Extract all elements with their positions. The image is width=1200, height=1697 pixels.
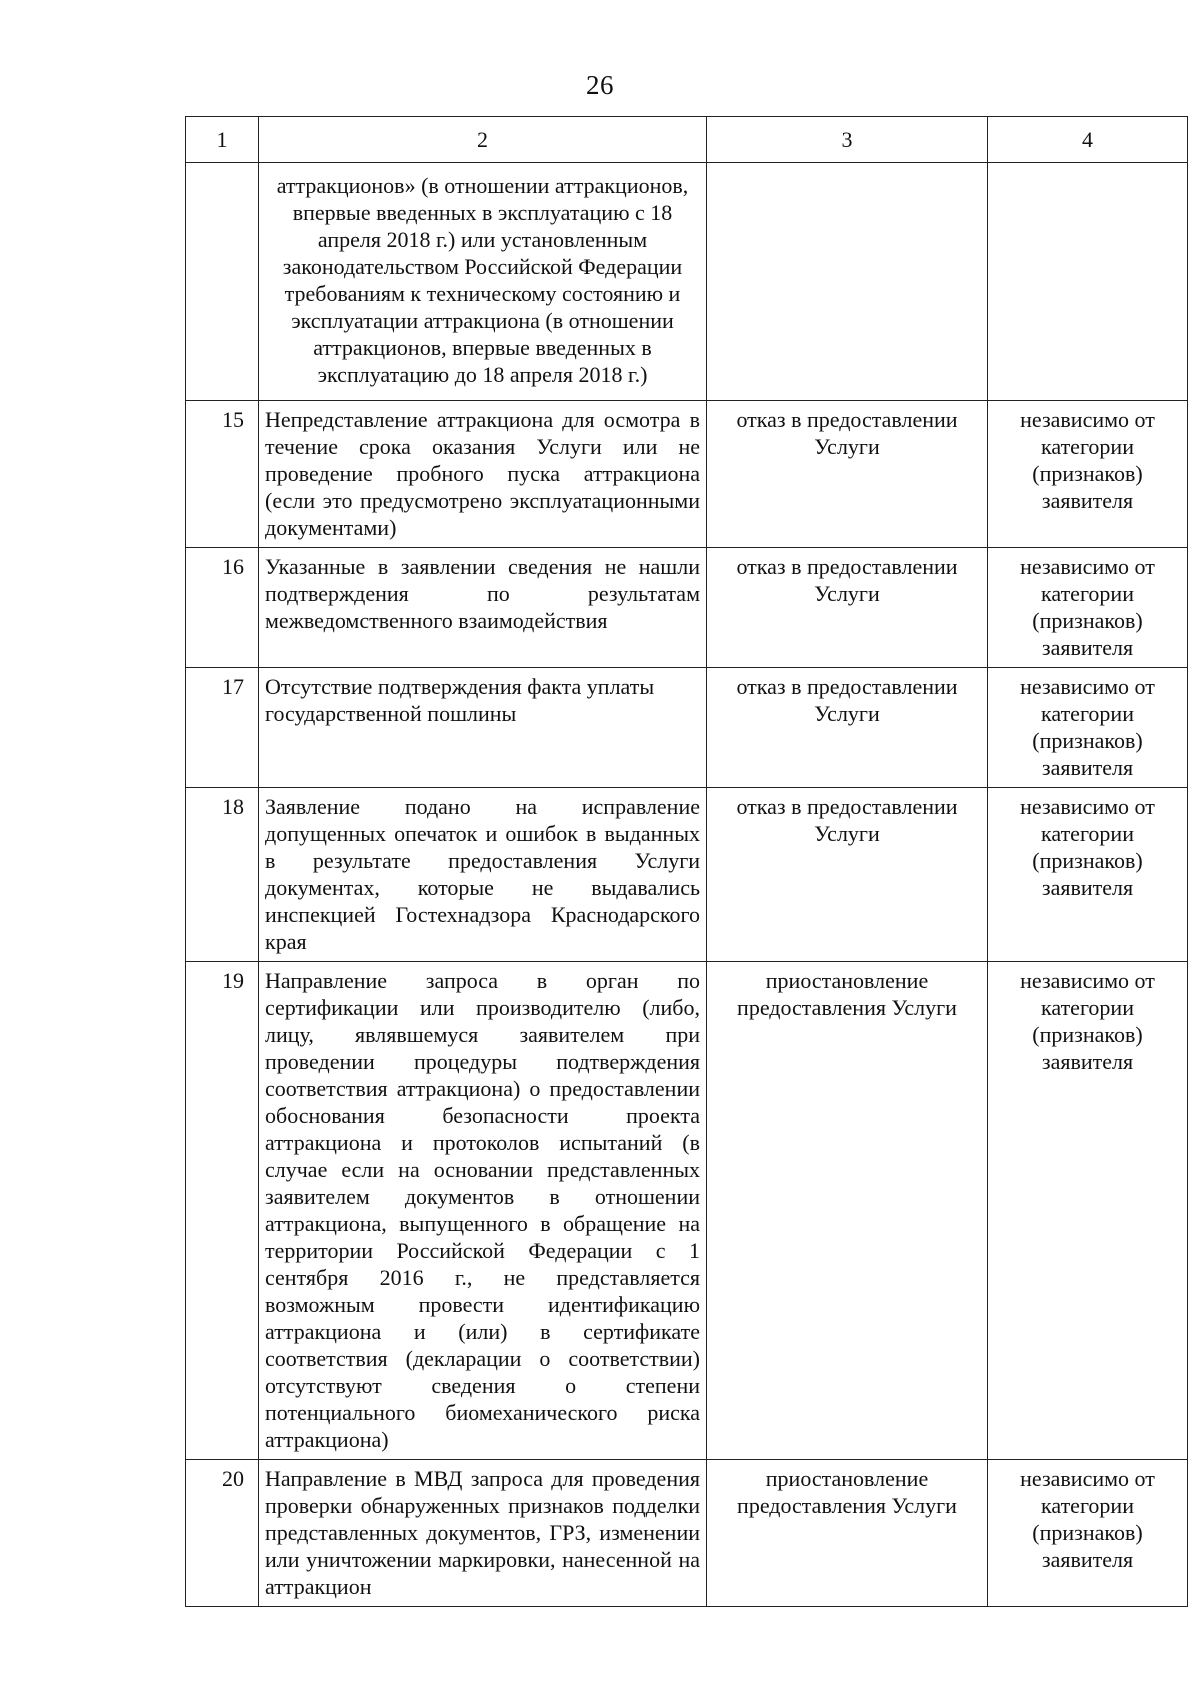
table-row [186,401,1188,548]
ground-text-cell: Непредставление аттракциона для осмотра в течение срока оказания Услуги или не проведение пробного пуска аттракциона (если это предусмотрено эксплуатационными документами) [259,401,707,548]
row-number-cell: 15 [186,401,259,548]
row-number-cell: 18 [186,788,259,962]
ground-text-cell: Направление запроса в орган по сертификации или производителю (либо, лицу, являвшемуся заявителем при проведении процедуры подтверждения соответствия аттракциона) о предоставлении обоснования безопасности проекта аттракциона и протоколов испытаний (в случае если на основании представленных заявителем документов в отношении аттракциона, выпущенного в обращение на территории Российской Федерации с 1 сентября 2016 г., не представляется возможным провести идентификацию аттракциона и (или) в сертификате соответствия (декларации о соответствии) отсутствуют сведения о степени потенциального биомеханического риска аттракциона) [259,962,707,1460]
applicability-cell: независимо от категории (признаков) заявителя [988,401,1188,548]
row-number-cell: 17 [186,668,259,788]
grounds-table [185,116,1188,1607]
page-number: 26 [586,70,614,100]
applicability-cell [988,163,1188,401]
row-number-cell: 20 [186,1460,259,1607]
applicability-cell: независимо от категории (признаков) заявителя [988,668,1188,788]
row-number-cell: 16 [186,548,259,668]
column-header-2: 2 [259,117,707,163]
action-cell: отказ в предоставлении Услуги [707,548,988,668]
action-cell: отказ в предоставлении Услуги [707,668,988,788]
row-number-cell: 19 [186,962,259,1460]
table-row [186,788,1188,962]
applicability-cell: независимо от категории (признаков) заявителя [988,788,1188,962]
column-header-3: 3 [707,117,988,163]
ground-text-cell: аттракционов» (в отношении аттракционов, впервые введенных в эксплуатацию с 18 апреля 2018 г.) или установленным законодательством Российской Федерации требованиям к техническому состоянию и эксплуатации аттракциона (в отношении аттракционов, впервые введенных в эксплуатацию до 18 апреля 2018 г.) [259,163,707,401]
table-row-continuation [186,163,1188,401]
ground-text-cell: Указанные в заявлении сведения не нашли подтверждения по результатам межведомственного взаимодействия [259,548,707,668]
table-row [186,962,1188,1460]
ground-text-cell: Направление в МВД запроса для проведения проверки обнаруженных признаков подделки представленных документов, ГРЗ, изменении или уничтожении маркировки, нанесенной на аттракцион [259,1460,707,1607]
table-row [186,1460,1188,1607]
ground-text-cell: Заявление подано на исправление допущенных опечаток и ошибок в выданных в результате предоставления Услуги документах, которые не выдавались инспекцией Гостехнадзора Краснодарского края [259,788,707,962]
action-cell: приостановление предоставления Услуги [707,1460,988,1607]
applicability-cell: независимо от категории (признаков) заявителя [988,1460,1188,1607]
row-number-cell [186,163,259,401]
ground-text-cell: Отсутствие подтверждения факта уплаты государственной пошлины [259,668,707,788]
table-row [186,668,1188,788]
action-cell: отказ в предоставлении Услуги [707,401,988,548]
action-cell [707,163,988,401]
column-header-4: 4 [988,117,1188,163]
action-cell: приостановление предоставления Услуги [707,962,988,1460]
column-header-1: 1 [186,117,259,163]
applicability-cell: независимо от категории (признаков) заявителя [988,548,1188,668]
table-header-row [186,117,1188,163]
table-row [186,548,1188,668]
action-cell: отказ в предоставлении Услуги [707,788,988,962]
applicability-cell: независимо от категории (признаков) заявителя [988,962,1188,1460]
